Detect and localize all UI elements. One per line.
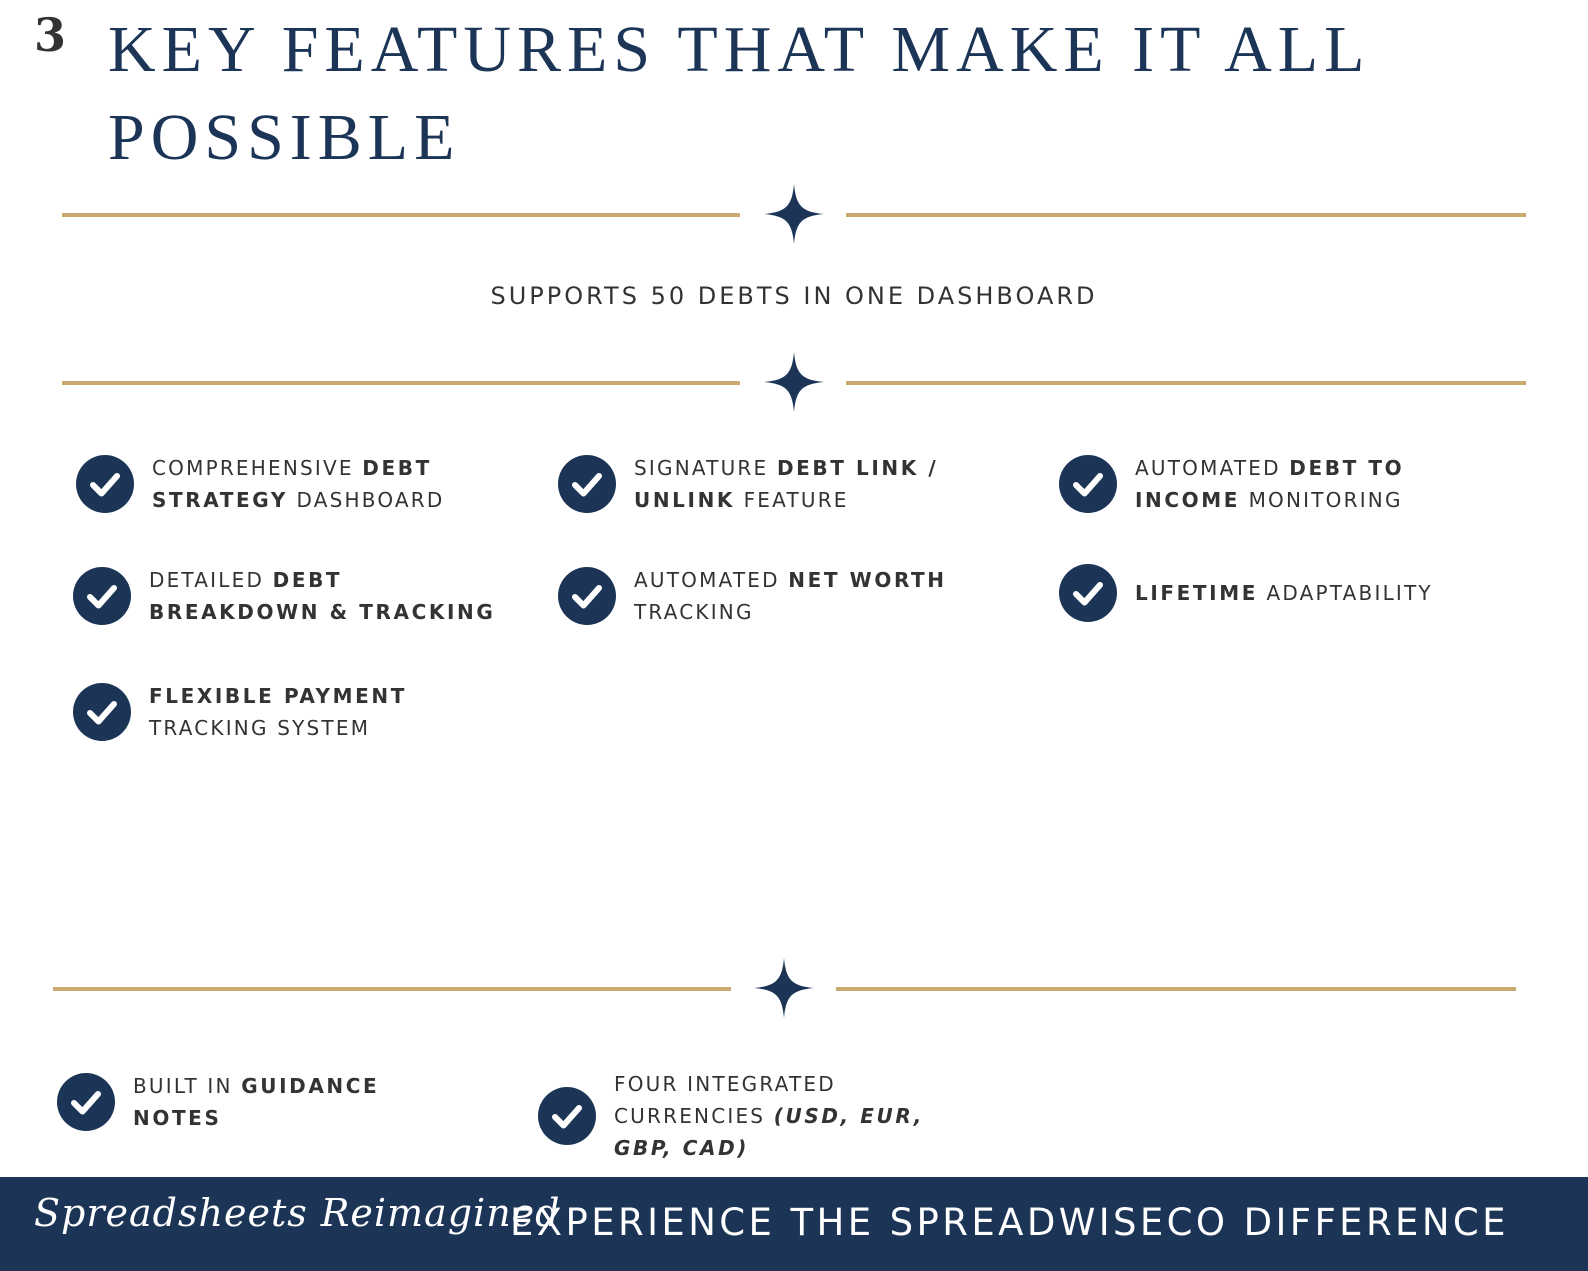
divider-line-right (836, 987, 1516, 991)
feature-text-segment: DASHBOARD (287, 488, 445, 512)
feature-text (149, 680, 407, 744)
feature-item (1059, 564, 1433, 622)
check-circle-icon (73, 683, 131, 741)
star-icon (754, 958, 814, 1018)
feature-text-segment: LIFETIME (1135, 581, 1258, 605)
brand-script: Spreadsheets Reimagined (34, 1191, 561, 1235)
feature-text (133, 1070, 379, 1134)
feature-text-segment: BREAKDOWN & TRACKING (149, 600, 496, 624)
check-circle-icon (1059, 564, 1117, 622)
feature-text-line (133, 1070, 379, 1102)
feature-text-segment: SIGNATURE (634, 456, 777, 480)
feature-text-line (1135, 452, 1404, 484)
feature-text-segment: DETAILED (149, 568, 273, 592)
feature-text (634, 452, 938, 516)
feature-text-segment: FOUR INTEGRATED (614, 1072, 836, 1096)
feature-text (614, 1068, 924, 1164)
feature-text-line (1135, 484, 1404, 516)
check-circle-icon (57, 1073, 115, 1131)
page-title: KEY FEATURES THAT MAKE IT ALL POSSIBLE (108, 13, 1368, 174)
feature-text-line (149, 564, 495, 596)
feature-text-line (149, 712, 407, 744)
feature-item (558, 564, 947, 628)
feature-text-segment: INCOME (1135, 488, 1241, 512)
feature-text-segment: BUILT IN (133, 1074, 242, 1098)
footer-banner (0, 1177, 1588, 1271)
feature-text (1135, 577, 1433, 609)
divider-top (0, 184, 1588, 244)
feature-text-segment: DEBT TO (1289, 456, 1405, 480)
star-icon (764, 184, 824, 244)
check-circle-icon (558, 567, 616, 625)
divider-bottom (0, 958, 1588, 1018)
feature-text-segment: TRACKING (634, 600, 754, 624)
feature-item (73, 680, 407, 744)
feature-text (149, 564, 495, 628)
feature-text-segment: AUTOMATED (634, 568, 789, 592)
feature-text-segment: STRATEGY (152, 488, 288, 512)
feature-text-line (1135, 577, 1433, 609)
feature-text-segment: NOTES (133, 1106, 222, 1130)
feature-text (152, 452, 445, 516)
feature-text-segment: AUTOMATED (1135, 456, 1290, 480)
subtitle: SUPPORTS 50 DEBTS IN ONE DASHBOARD (490, 282, 1098, 310)
section-number: 3 (34, 8, 67, 62)
feature-text-line (149, 680, 407, 712)
feature-text-line (614, 1068, 924, 1100)
check-circle-icon (73, 567, 131, 625)
feature-text-segment: COMPREHENSIVE (152, 456, 363, 480)
feature-item (558, 452, 938, 516)
feature-text-segment: GBP, CAD) (614, 1136, 750, 1160)
feature-item (73, 564, 495, 628)
footer-tagline: EXPERIENCE THE SPREADWISECO DIFFERENCE (510, 1201, 1509, 1244)
divider-line-right (846, 381, 1526, 385)
feature-text-segment: ADAPTABILITY (1257, 581, 1433, 605)
check-circle-icon (1059, 455, 1117, 513)
feature-text-line (149, 596, 495, 628)
feature-text-segment: NET WORTH (788, 568, 947, 592)
feature-item (538, 1068, 924, 1164)
feature-text-line (133, 1102, 379, 1134)
feature-text-line (634, 596, 947, 628)
feature-item (76, 452, 445, 516)
feature-text-segment: DEBT (272, 568, 343, 592)
feature-text-segment: MONITORING (1240, 488, 1403, 512)
feature-text-line (634, 452, 938, 484)
feature-text-line (152, 452, 445, 484)
feature-text-line (634, 564, 947, 596)
feature-text-line (152, 484, 445, 516)
check-circle-icon (538, 1087, 596, 1145)
feature-item (1059, 452, 1404, 516)
divider-line-left (53, 987, 731, 991)
divider-line-left (62, 213, 740, 217)
star-icon (764, 352, 824, 412)
feature-text-segment: FEATURE (735, 488, 849, 512)
check-circle-icon (76, 455, 134, 513)
divider-line-left (62, 381, 740, 385)
divider-middle (0, 352, 1588, 412)
feature-text-segment: FLEXIBLE PAYMENT (149, 684, 407, 708)
feature-text-line (614, 1100, 924, 1132)
feature-text (634, 564, 947, 628)
feature-text-line (634, 484, 938, 516)
feature-text-segment: UNLINK (634, 488, 736, 512)
feature-text-segment: DEBT (362, 456, 432, 480)
divider-line-right (846, 213, 1526, 217)
feature-text-segment: DEBT LINK / (776, 456, 939, 480)
feature-text-segment: CURRENCIES (614, 1104, 774, 1128)
check-circle-icon (558, 455, 616, 513)
feature-text-segment: (USD, EUR, (773, 1104, 924, 1128)
feature-text (1135, 452, 1404, 516)
feature-item (57, 1070, 379, 1134)
feature-text-line (614, 1132, 924, 1164)
feature-text-segment: TRACKING SYSTEM (149, 716, 371, 740)
feature-text-segment: GUIDANCE (241, 1074, 380, 1098)
